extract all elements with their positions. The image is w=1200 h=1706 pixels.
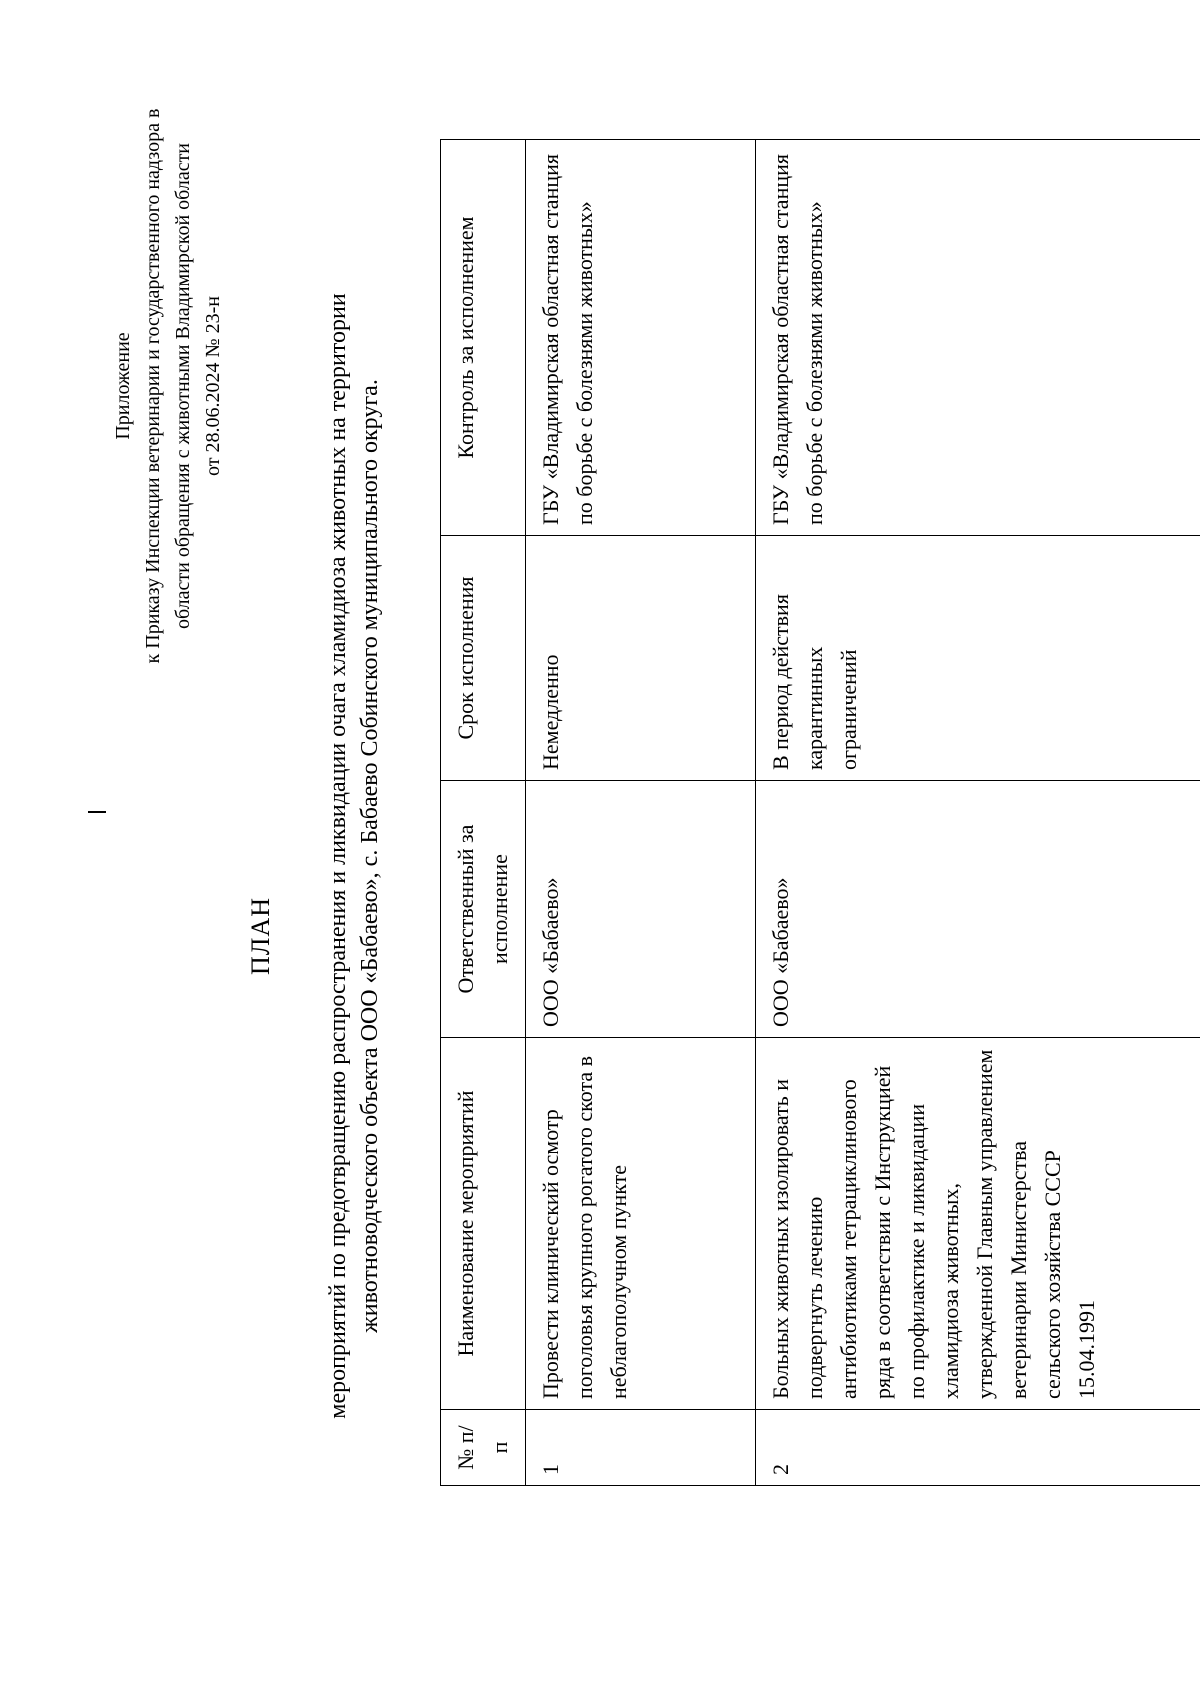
page-number-mark [88, 811, 106, 813]
row-2-responsible: ООО «Бабаево» [756, 781, 1200, 1038]
appendix-line-1: Приложение [112, 332, 134, 440]
header-num: № п/п [441, 1410, 526, 1486]
row-2-control: ГБУ «Владимирская областная станция по борьбе с болезнями животных» [756, 140, 1200, 536]
plan-subtitle-line-2: животноводческого объекта ООО «Бабаево», с. Бабаево Собинского муниципального округа. [357, 379, 383, 1333]
header-name: Наименование мероприятий [441, 1038, 526, 1410]
plan-subtitle-line-1: мероприятий по предотвращению распространения и ликвидации очага хламидиоза животных на территории [325, 293, 351, 1419]
table-header-row [441, 140, 526, 1486]
header-control: Контроль за исполнением [441, 140, 526, 536]
table-row [756, 140, 1200, 1486]
plan-subtitle [322, 206, 386, 1506]
row-1-control: ГБУ «Владимирская областная станция по борьбе с болезнями животных» [526, 140, 756, 536]
row-2-num: 2 [756, 1410, 1200, 1486]
header-term: Срок исполнения [441, 536, 526, 781]
row-1-name: Провести клинический осмотр поголовья крупного рогатого скота в неблагополучном пункте [526, 1038, 756, 1410]
plan-table [440, 139, 1200, 1486]
row-1-term: Немедленно [526, 536, 756, 781]
appendix-line-2: к Приказу Инспекции ветеринарии и государственного надзора в [142, 108, 164, 664]
row-1-responsible: ООО «Бабаево» [526, 781, 756, 1038]
row-2-term: В период действия карантинных ограничений [756, 536, 1200, 781]
appendix-line-4: от 28.06.2024 № 23-н [202, 296, 224, 476]
plan-title: ПЛАН [246, 897, 275, 975]
appendix-header [108, 76, 228, 696]
table-row [526, 140, 756, 1486]
row-1-num: 1 [526, 1410, 756, 1486]
row-2-name: Больных животных изолировать и подвергнуть лечению антибиотиками тетрациклинового ряда в соответствии с Инструкцией по профилактике и ликвидации хламидиоза животных, утвержденной Главным управлением ветеринарии Министерства сельского хозяйства СССР 15.04.1991 [756, 1038, 1200, 1410]
appendix-line-3: области обращения с животными Владимирской области [172, 142, 194, 630]
header-responsible: Ответственный за исполнение [441, 781, 526, 1038]
